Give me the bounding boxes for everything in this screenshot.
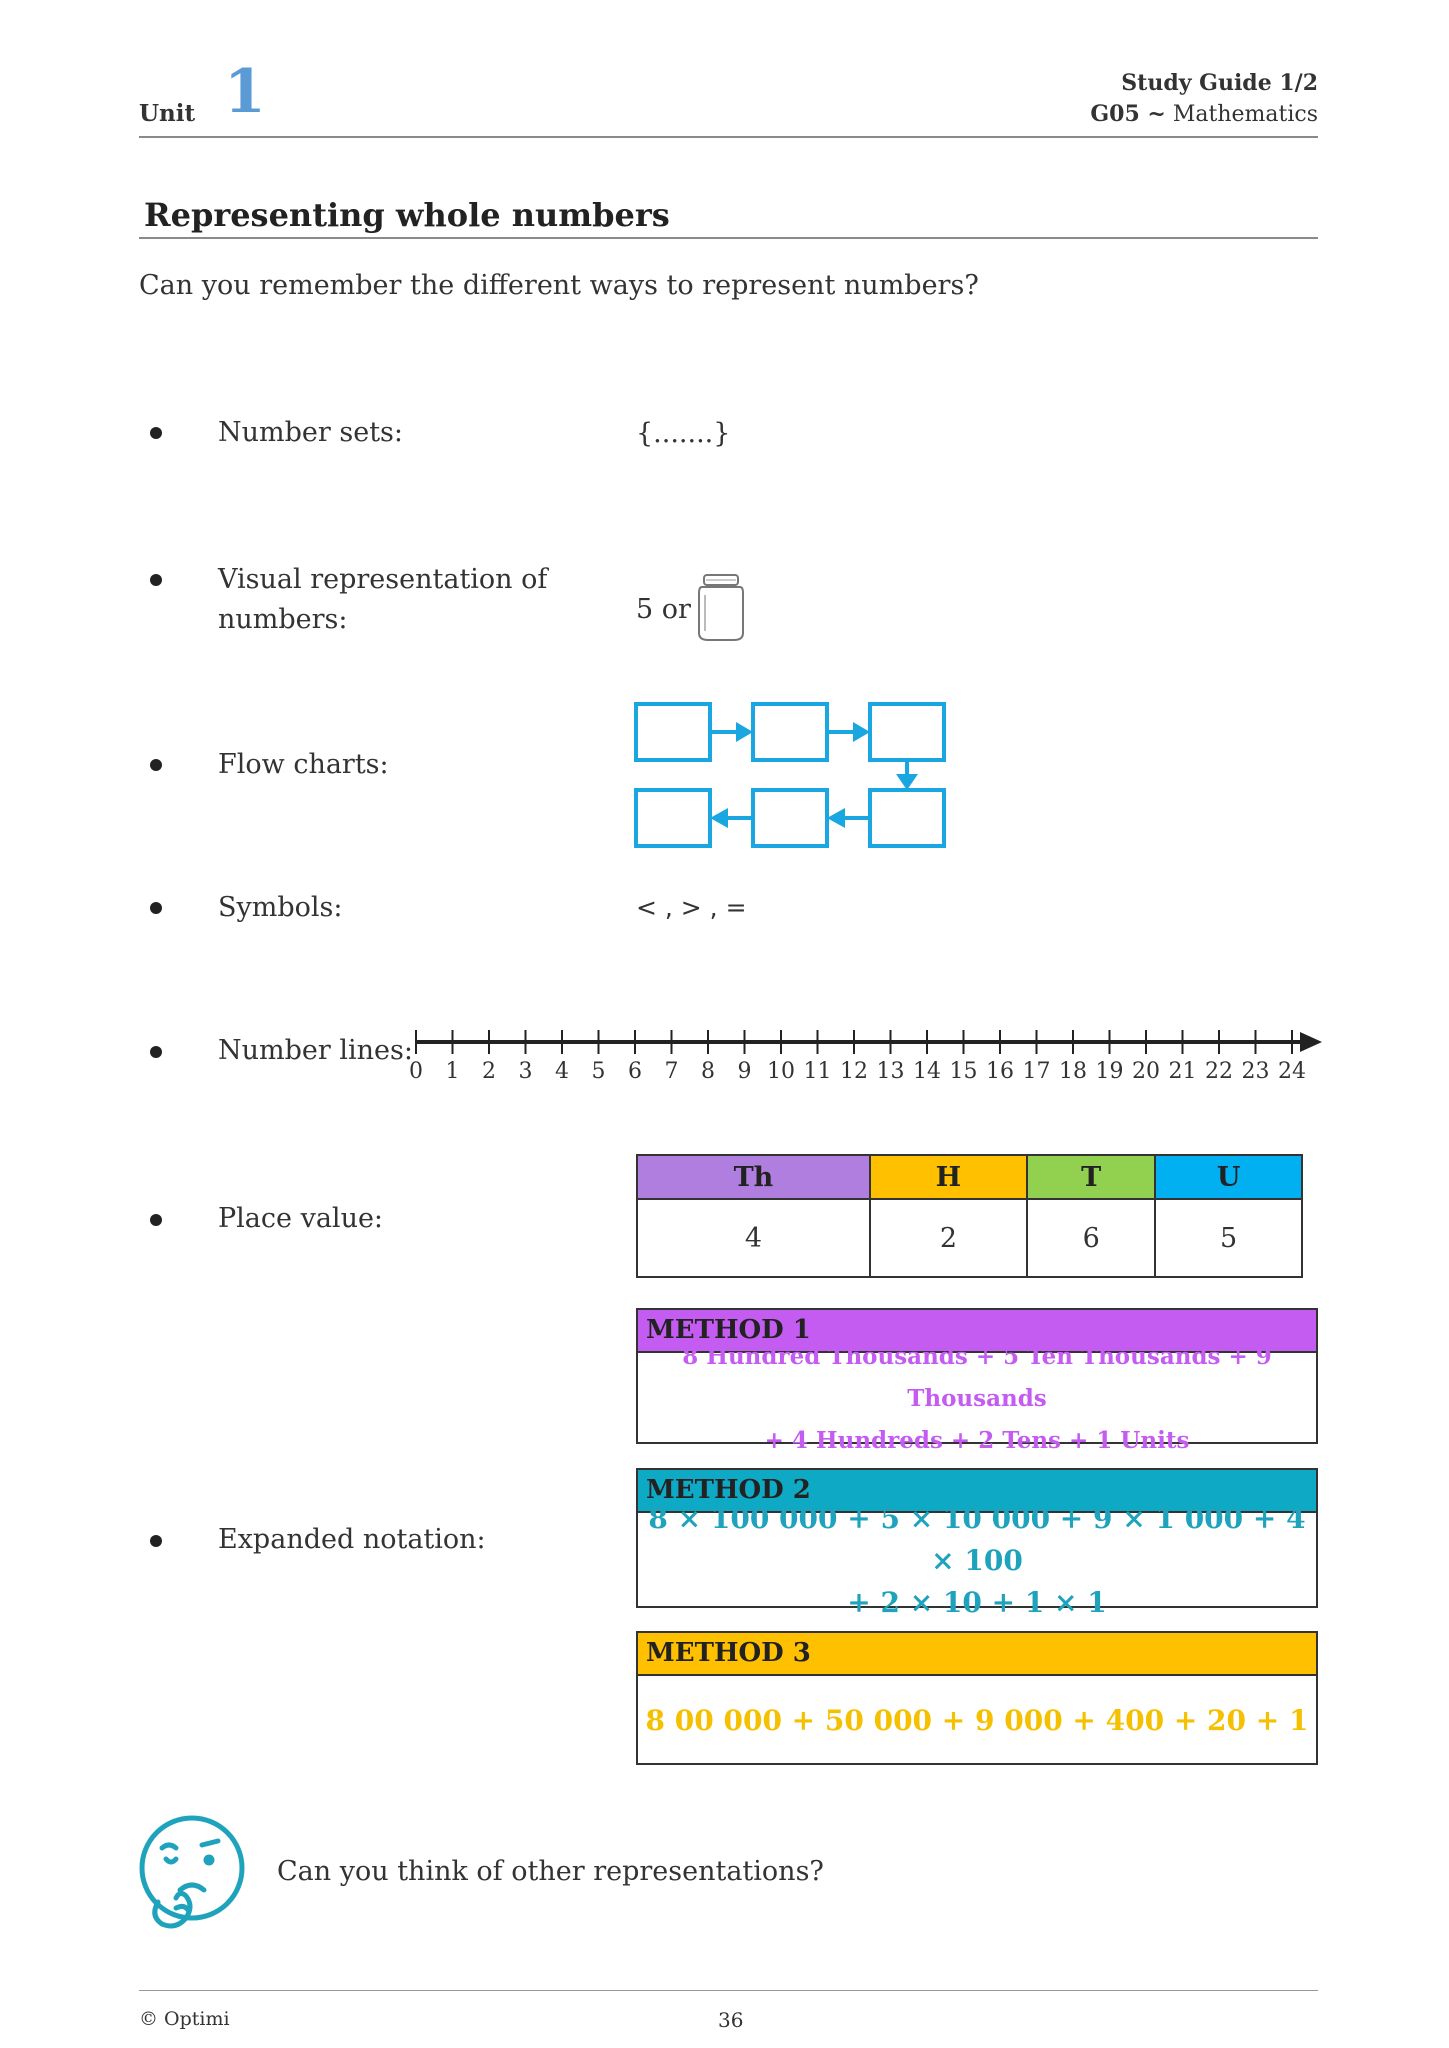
number-lines-label: Number lines: [218,1035,413,1066]
number-line-label: 13 [876,1059,905,1084]
flow-box [870,790,944,846]
method-body [638,1342,1316,1454]
number-line-label: 24 [1278,1059,1306,1084]
method-body [638,1676,1316,1765]
number-line-label: 16 [986,1059,1014,1084]
flow-box [636,790,710,846]
study-guide-label: Study Guide 1/2 [1121,70,1318,96]
number-line-label: 6 [628,1059,642,1084]
method-line: + 4 Hundreds + 2 Tens + 1 Units [764,1426,1190,1454]
flow-box [636,704,710,760]
page-title: Representing whole numbers [144,196,670,234]
arrow-right-icon [736,722,753,742]
pv-header-h: H [870,1155,1027,1199]
unit-label: Unit [139,100,196,127]
pv-header-t: T [1027,1155,1155,1199]
method-title: METHOD 2 [638,1470,1316,1513]
pv-header-u: U [1155,1155,1302,1199]
method-box-3 [636,1631,1318,1765]
number-line-label: 2 [482,1059,496,1084]
header-right [1090,68,1318,130]
bullet [150,1535,162,1547]
arrow-right-icon [1300,1032,1322,1052]
number-line-label: 5 [591,1059,606,1084]
bullet [150,759,162,771]
expanded-notation-label: Expanded notation: [218,1524,486,1555]
bullet [150,427,162,439]
number-line-label: 22 [1205,1059,1233,1084]
header-rule [139,136,1318,138]
number-line-label: 15 [949,1059,978,1084]
arrow-left-icon [827,808,845,828]
question-text: Can you think of other representations? [277,1856,824,1887]
flow-chart-diagram [634,702,954,852]
number-line-label: 11 [803,1059,832,1084]
method-box-1 [636,1308,1318,1454]
flow-box [870,704,944,760]
number-line-label: 21 [1168,1059,1197,1084]
flow-charts-label: Flow charts: [218,749,389,780]
method-line: + 2 × 10 + 1 × 1 [847,1585,1107,1619]
copyright: © Optimi [139,2008,230,2030]
pv-value-t: 6 [1027,1199,1155,1277]
arrow-down-icon [896,774,918,790]
flow-box [753,790,827,846]
number-line-label: 10 [767,1059,795,1084]
method-body [638,1501,1316,1619]
number-line-label: 7 [664,1059,679,1084]
symbols-value: < , > , = [636,893,747,922]
number-line-label: 20 [1132,1059,1160,1084]
number-line-label: 14 [913,1059,941,1084]
place-value-table [636,1154,1303,1278]
visual-label-line1: Visual representation of [218,564,548,595]
pv-value-th: 4 [637,1199,870,1277]
subject-label: Mathematics [1172,102,1318,127]
arrow-right-icon [853,722,870,742]
footer-rule [139,1990,1318,1991]
number-line-label: 19 [1095,1059,1124,1084]
thinking-face-icon [136,1812,248,1934]
flow-box [753,704,827,760]
number-line-label: 23 [1241,1059,1270,1084]
number-line-label: 17 [1022,1059,1051,1084]
visual-label-line2: numbers: [218,604,348,635]
arrow-left-icon [710,808,728,828]
method-line: 8 00 000 + 50 000 + 9 000 + 400 + 20 + 1 [645,1704,1309,1737]
method-line: 8 × 100 000 + 5 × 10 000 + 9 × 1 000 + 4 × 100 [648,1501,1306,1577]
number-line-label: 1 [445,1059,460,1084]
number-sets-label: Number sets: [218,417,404,448]
number-line-label: 12 [840,1059,868,1084]
number-line-label: 4 [555,1059,569,1084]
visual-value: 5 or [636,594,691,625]
number-line-label: 18 [1059,1059,1087,1084]
title-rule [139,237,1318,239]
bullet [150,902,162,914]
intro-text: Can you remember the different ways to represent numbers? [139,270,979,301]
number-line-label: 8 [701,1059,715,1084]
pv-value-h: 2 [870,1199,1027,1277]
grade-label: G05 ~ [1090,101,1166,127]
page-number: 36 [718,2008,744,2032]
unit-number: 1 [224,57,266,127]
jar-icon [696,573,746,643]
bullet [150,574,162,586]
method-title: METHOD 3 [638,1633,1316,1676]
number-line [400,1020,1330,1090]
bullet [150,1214,162,1226]
visual-label [218,560,547,640]
pv-header-th: Th [637,1155,870,1199]
place-value-label: Place value: [218,1203,384,1234]
symbols-label: Symbols: [218,892,343,923]
method-box-2 [636,1468,1318,1619]
number-line-label: 3 [518,1059,533,1084]
pv-value-u: 5 [1155,1199,1302,1277]
bullet [150,1046,162,1058]
number-line-label: 0 [409,1059,423,1084]
method-line: 8 Hundred Thousands + 5 Ten Thousands + 9 Thousands [682,1342,1272,1412]
method-title: METHOD 1 [638,1310,1316,1353]
number-line-label: 9 [737,1059,752,1084]
number-sets-value: {.......} [636,418,731,449]
